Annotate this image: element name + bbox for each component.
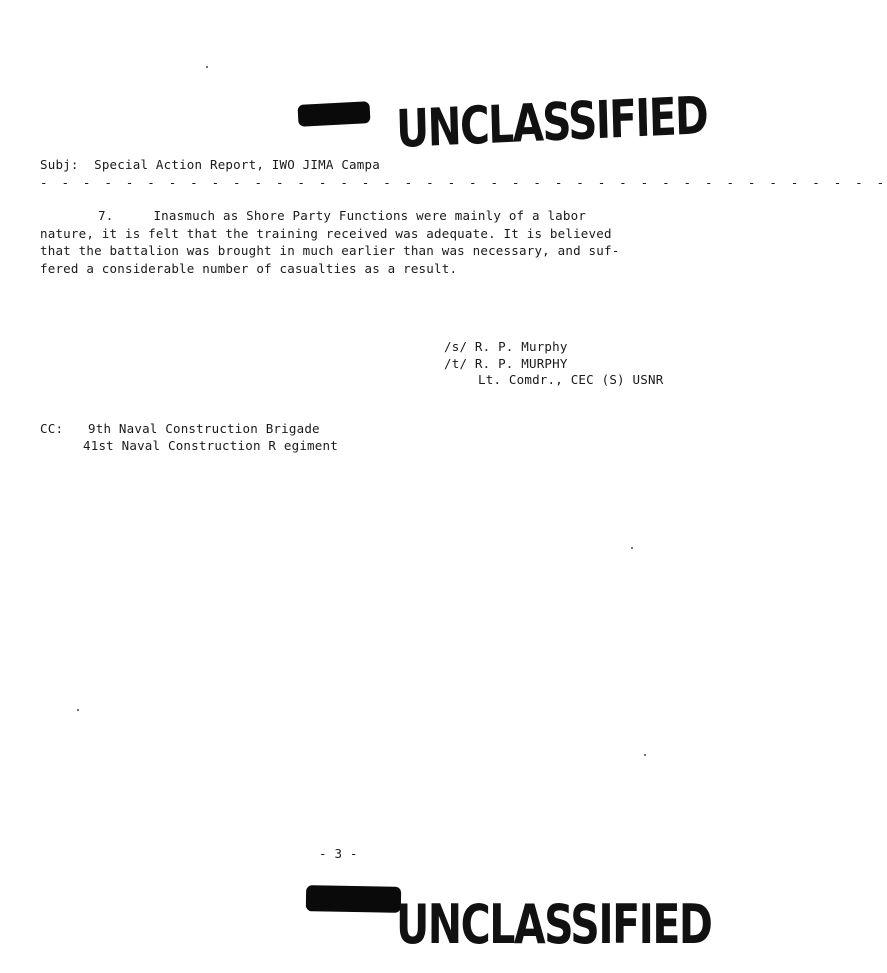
paper-speck (644, 754, 646, 756)
cc-label: CC: (40, 421, 64, 436)
bottom-redaction-bar (306, 885, 401, 913)
paragraph-line-1: 7. Inasmuch as Shore Party Functions were mainly of a labor (98, 208, 587, 223)
cc-recipient: 41st Naval Construction R egiment (83, 437, 338, 453)
subject-line (40, 157, 380, 172)
signature-block (444, 339, 663, 389)
page-number: - 3 - (319, 846, 358, 861)
subject-text: Special Action Report, IWO JIMA Campa (94, 157, 380, 172)
subject-label: Subj: (40, 157, 79, 172)
paragraph-line-4: fered a considerable number of casualties as a result. (40, 260, 458, 276)
typed-line: /t/ R. P. MURPHY (444, 355, 568, 371)
paper-speck (77, 709, 79, 711)
paper-speck (631, 547, 633, 549)
separator-line: - - - - - - - - - - - - - - - - - - - - - - - - - - - - - - - - - - - - - - - - (40, 175, 887, 190)
paragraph-7 (40, 207, 665, 277)
bottom-unclassified-stamp: UNCLASSIFIED (396, 893, 712, 956)
cc-block (40, 421, 338, 454)
rank-line: Lt. Comdr., CEC (S) USNR (478, 372, 664, 387)
top-redaction-bar (297, 101, 370, 127)
paper-speck (206, 66, 208, 68)
top-unclassified-stamp: UNCLASSIFIED (395, 86, 708, 160)
paragraph-line-3: that the battalion was brought in much earlier than was necessary, and suf- (40, 243, 620, 258)
cc-recipient: 9th Naval Construction Brigade (88, 421, 320, 436)
paragraph-number: 7. (98, 208, 114, 223)
paragraph-line-2: nature, it is felt that the training received was adequate. It is believed (40, 225, 612, 241)
signed-line: /s/ R. P. Murphy (444, 339, 568, 354)
